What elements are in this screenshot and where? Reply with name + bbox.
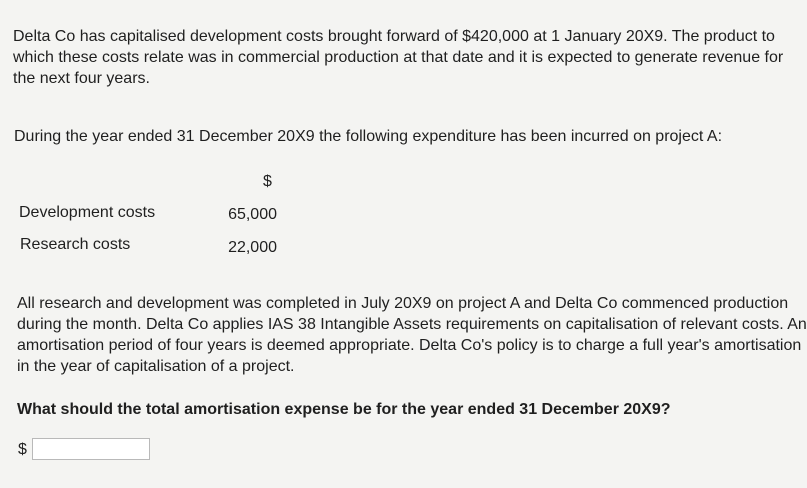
intro-line-2: which these costs relate was in commercial production at that date and it is expected to generate revenue for — [13, 49, 784, 66]
row-label-research: Research costs — [20, 236, 131, 253]
details-line-3: amortisation period of four years is deemed appropriate. Delta Co's policy is to charge a full year's amortisation — [17, 337, 802, 354]
answer-currency: $ — [18, 441, 27, 458]
question-text: What should the total amortisation expense be for the year ended 31 December 20X9? — [17, 401, 671, 418]
row-value-development: 65,000 — [228, 206, 277, 223]
row-value-research: 22,000 — [228, 239, 277, 256]
expenditure-intro: During the year ended 31 December 20X9 the following expenditure has been incurred on project A: — [14, 128, 723, 145]
row-label-development: Development costs — [19, 204, 156, 221]
intro-line-1: Delta Co has capitalised development costs brought forward of $420,000 at 1 January 20X9. The product to — [13, 28, 775, 45]
answer-input[interactable] — [32, 438, 150, 460]
currency-header: $ — [263, 173, 272, 190]
intro-line-3: the next four years. — [13, 70, 150, 87]
details-line-4: in the year of capitalisation of a project. — [17, 358, 295, 375]
details-line-1: All research and development was completed in July 20X9 on project A and Delta Co commenced production — [17, 295, 789, 312]
details-line-2: during the month. Delta Co applies IAS 38 Intangible Assets requirements on capitalisation of relevant costs. An — [17, 316, 807, 333]
